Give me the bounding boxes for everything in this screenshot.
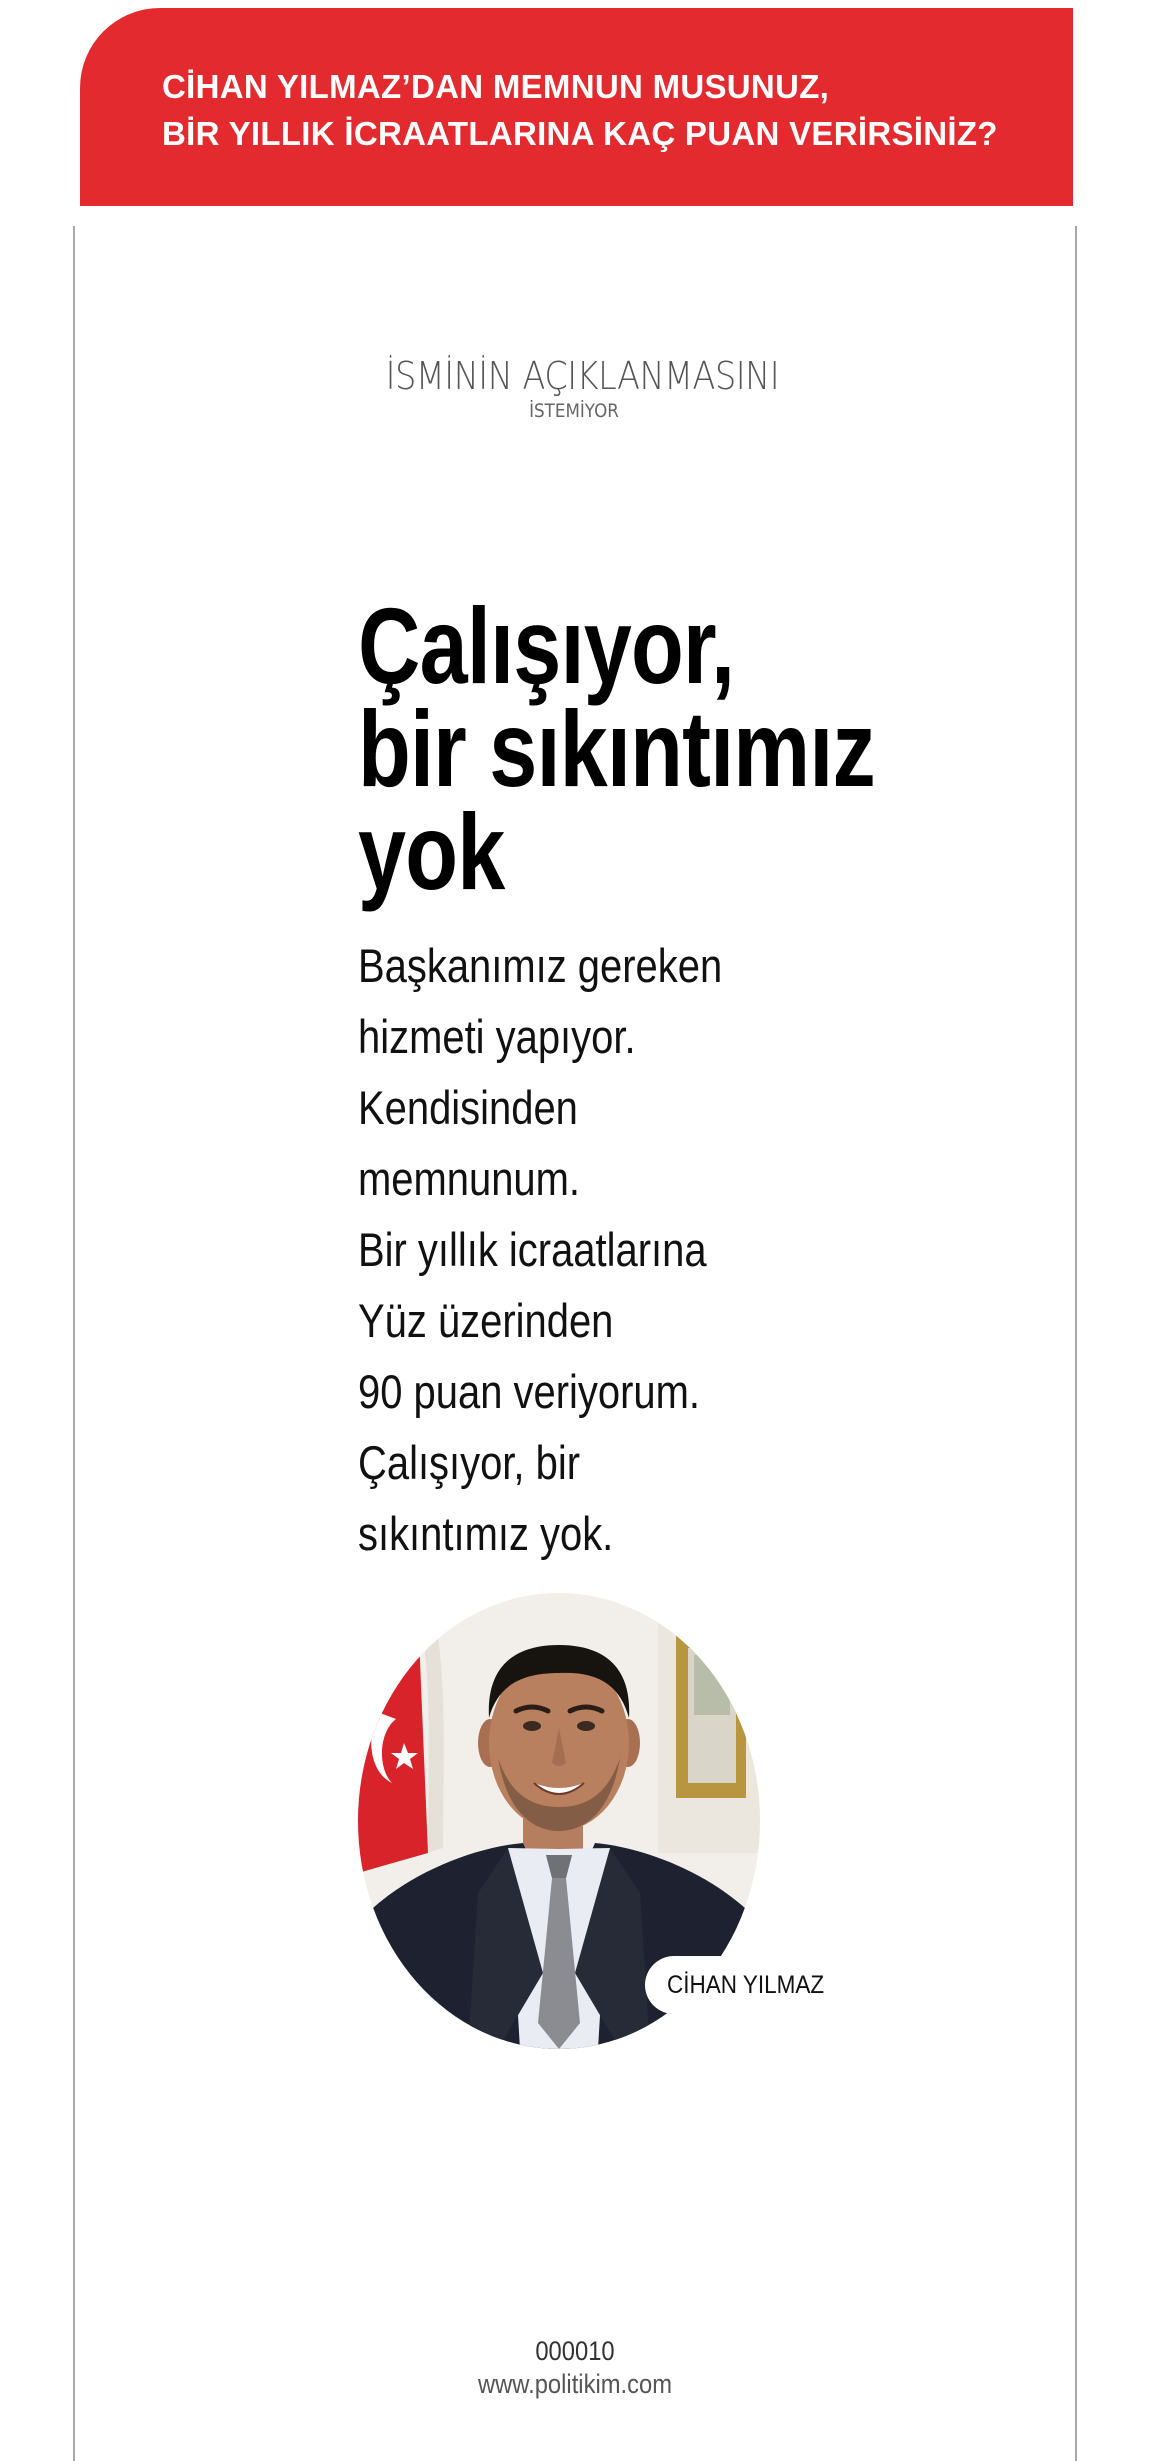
statement-line: hizmeti yapıyor. <box>358 1010 636 1063</box>
footer <box>380 2335 770 2401</box>
frame-right-border <box>1075 226 1077 2461</box>
banner-title-line-1: CİHAN YILMAZ’DAN MEMNUN MUSUNUZ, <box>162 68 830 105</box>
banner-title-line-2: BİR YILLIK İCRAATLARINA KAÇ PUAN VERİRSİNİZ? <box>162 115 998 152</box>
statement-line: memnunum. <box>358 1152 581 1205</box>
headline <box>358 585 998 912</box>
statement-line: Yüz üzerinden <box>358 1294 614 1347</box>
statement-line: sıkıntımız yok. <box>358 1507 614 1560</box>
headline-line: bir sıkıntımız <box>358 688 875 809</box>
frame-left-border <box>73 226 75 2461</box>
statement-line: Kendisinden <box>358 1081 578 1134</box>
respondent-label <box>360 352 788 422</box>
footer-site-link[interactable]: www.politikim.com <box>477 2369 673 2399</box>
portrait-name-text: CİHAN YILMAZ <box>667 1971 825 1999</box>
portrait-name-caption <box>645 1956 870 2014</box>
respondent-label-main: İSMİNİN AÇIKLANMASINI <box>385 354 780 398</box>
statement-line: Çalışıyor, bir <box>358 1436 581 1489</box>
headline-line: yok <box>358 791 505 912</box>
headline-line: Çalışıyor, <box>358 585 735 706</box>
statement-line: Bir yıllık icraatlarına <box>358 1223 707 1276</box>
statement-line: 90 puan veriyorum. <box>358 1365 700 1418</box>
question-banner <box>80 8 1073 206</box>
footer-code: 000010 <box>535 2336 615 2366</box>
respondent-label-sub: İSTEMİYOR <box>529 400 619 422</box>
statement-line: Başkanımız gereken <box>358 939 723 992</box>
statement-text <box>358 930 958 1569</box>
